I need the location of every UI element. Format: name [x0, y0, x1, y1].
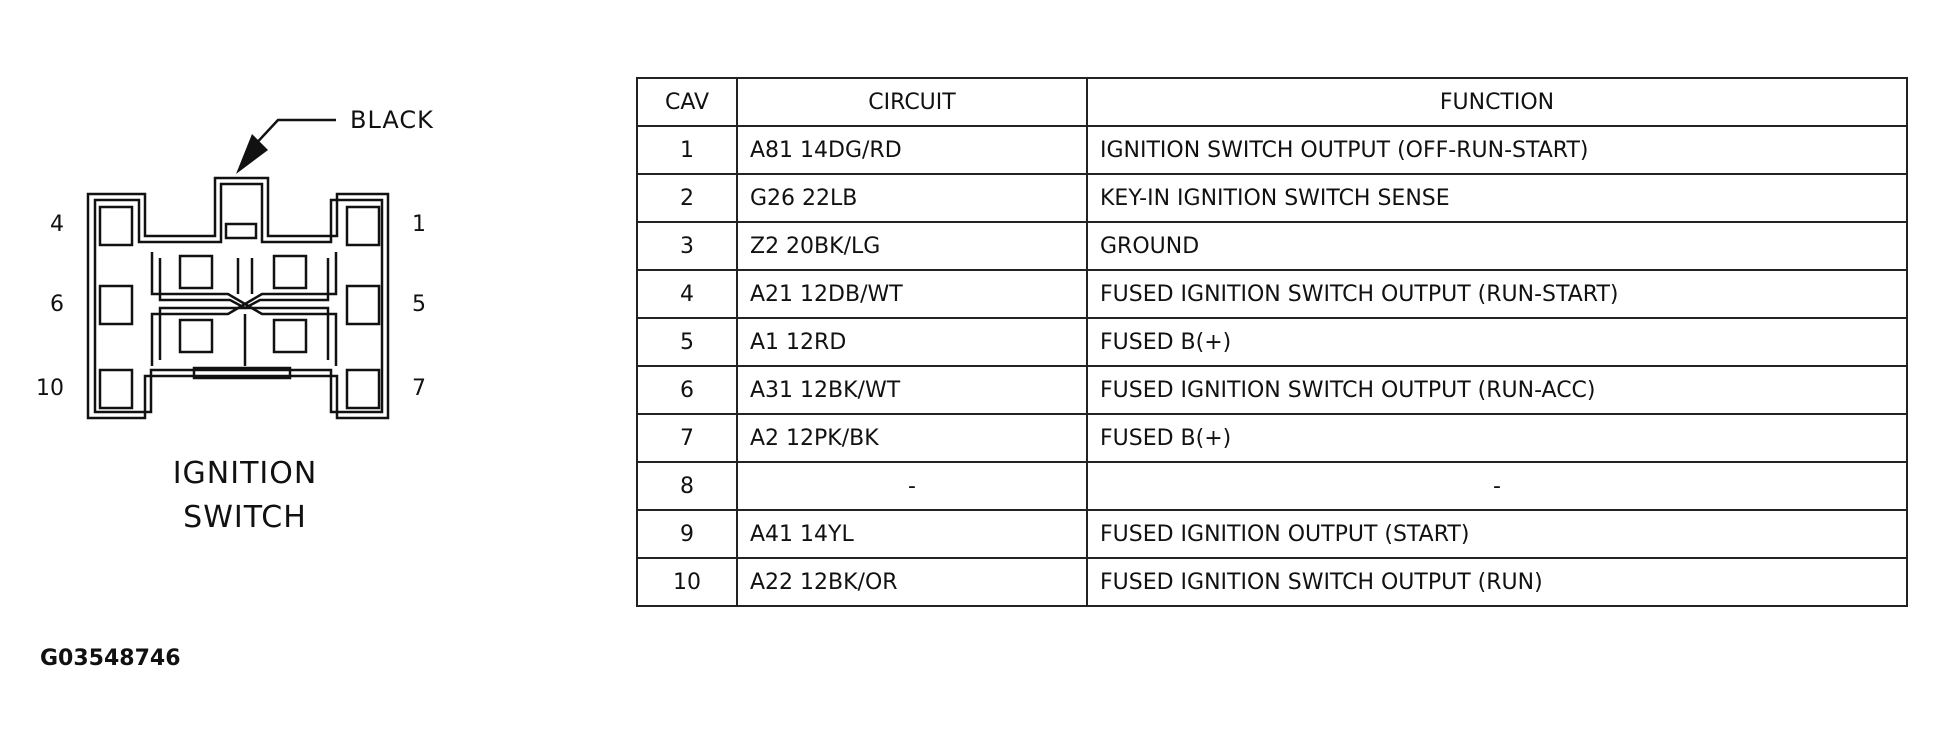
function-cell: FUSED IGNITION SWITCH OUTPUT (RUN-START): [1087, 270, 1907, 318]
connector-title: [115, 452, 375, 540]
table-row: [637, 558, 1907, 606]
figure-id: G03548746: [40, 646, 181, 671]
cav-cell: 3: [637, 222, 737, 270]
cavity-7: [347, 370, 379, 408]
pinout-table: [636, 77, 1908, 607]
cav-cell: 1: [637, 126, 737, 174]
cavity-1: [347, 207, 379, 245]
function-cell: FUSED B(+): [1087, 414, 1907, 462]
function-cell: FUSED IGNITION SWITCH OUTPUT (RUN): [1087, 558, 1907, 606]
table-row: [637, 270, 1907, 318]
circuit-cell: -: [737, 462, 1087, 510]
cav-cell: 6: [637, 366, 737, 414]
header-circuit: CIRCUIT: [737, 78, 1087, 126]
cavity-8: [180, 320, 212, 352]
table-row: [637, 318, 1907, 366]
connector-title-line-2: SWITCH: [183, 500, 307, 535]
table-row: [637, 462, 1907, 510]
center-channel-inner: [160, 258, 328, 308]
circuit-cell: A31 12BK/WT: [737, 366, 1087, 414]
cavity-3: [274, 256, 306, 288]
cavity-6: [100, 286, 132, 324]
callout-arrow-icon: [236, 134, 268, 174]
circuit-cell: A22 12BK/OR: [737, 558, 1087, 606]
pin-label-10: 10: [36, 376, 64, 401]
function-cell: IGNITION SWITCH OUTPUT (OFF-RUN-START): [1087, 126, 1907, 174]
cav-cell: 5: [637, 318, 737, 366]
cavity-2: [180, 256, 212, 288]
table-row: [637, 366, 1907, 414]
function-cell: FUSED IGNITION SWITCH OUTPUT (RUN-ACC): [1087, 366, 1907, 414]
table-row: [637, 222, 1907, 270]
cav-cell: 7: [637, 414, 737, 462]
cav-cell: 8: [637, 462, 737, 510]
connector-title-line-1: IGNITION: [172, 456, 318, 491]
pin-label-7: 7: [412, 376, 426, 401]
table-header-row: [637, 78, 1907, 126]
function-cell: GROUND: [1087, 222, 1907, 270]
table-row: [637, 414, 1907, 462]
connector-key-tab: [226, 224, 256, 238]
circuit-cell: A1 12RD: [737, 318, 1087, 366]
circuit-cell: A41 14YL: [737, 510, 1087, 558]
pin-label-5: 5: [412, 292, 426, 317]
function-cell: -: [1087, 462, 1907, 510]
callout-leader-line: [252, 120, 336, 148]
cav-cell: 4: [637, 270, 737, 318]
circuit-cell: Z2 20BK/LG: [737, 222, 1087, 270]
table-row: [637, 174, 1907, 222]
cavity-4: [100, 207, 132, 245]
circuit-cell: A21 12DB/WT: [737, 270, 1087, 318]
function-cell: FUSED B(+): [1087, 318, 1907, 366]
table-row: [637, 126, 1907, 174]
cavity-9: [274, 320, 306, 352]
function-cell: FUSED IGNITION OUTPUT (START): [1087, 510, 1907, 558]
pin-label-1: 1: [412, 212, 426, 237]
circuit-cell: G26 22LB: [737, 174, 1087, 222]
cavity-10: [100, 370, 132, 408]
circuit-cell: A81 14DG/RD: [737, 126, 1087, 174]
pin-label-6: 6: [50, 292, 64, 317]
header-cav: CAV: [637, 78, 737, 126]
circuit-cell: A2 12PK/BK: [737, 414, 1087, 462]
cav-cell: 10: [637, 558, 737, 606]
header-function: FUNCTION: [1087, 78, 1907, 126]
cav-cell: 9: [637, 510, 737, 558]
table-row: [637, 510, 1907, 558]
cav-cell: 2: [637, 174, 737, 222]
cavity-5: [347, 286, 379, 324]
pin-label-4: 4: [50, 212, 64, 237]
color-callout-label: BLACK: [350, 106, 434, 134]
function-cell: KEY-IN IGNITION SWITCH SENSE: [1087, 174, 1907, 222]
